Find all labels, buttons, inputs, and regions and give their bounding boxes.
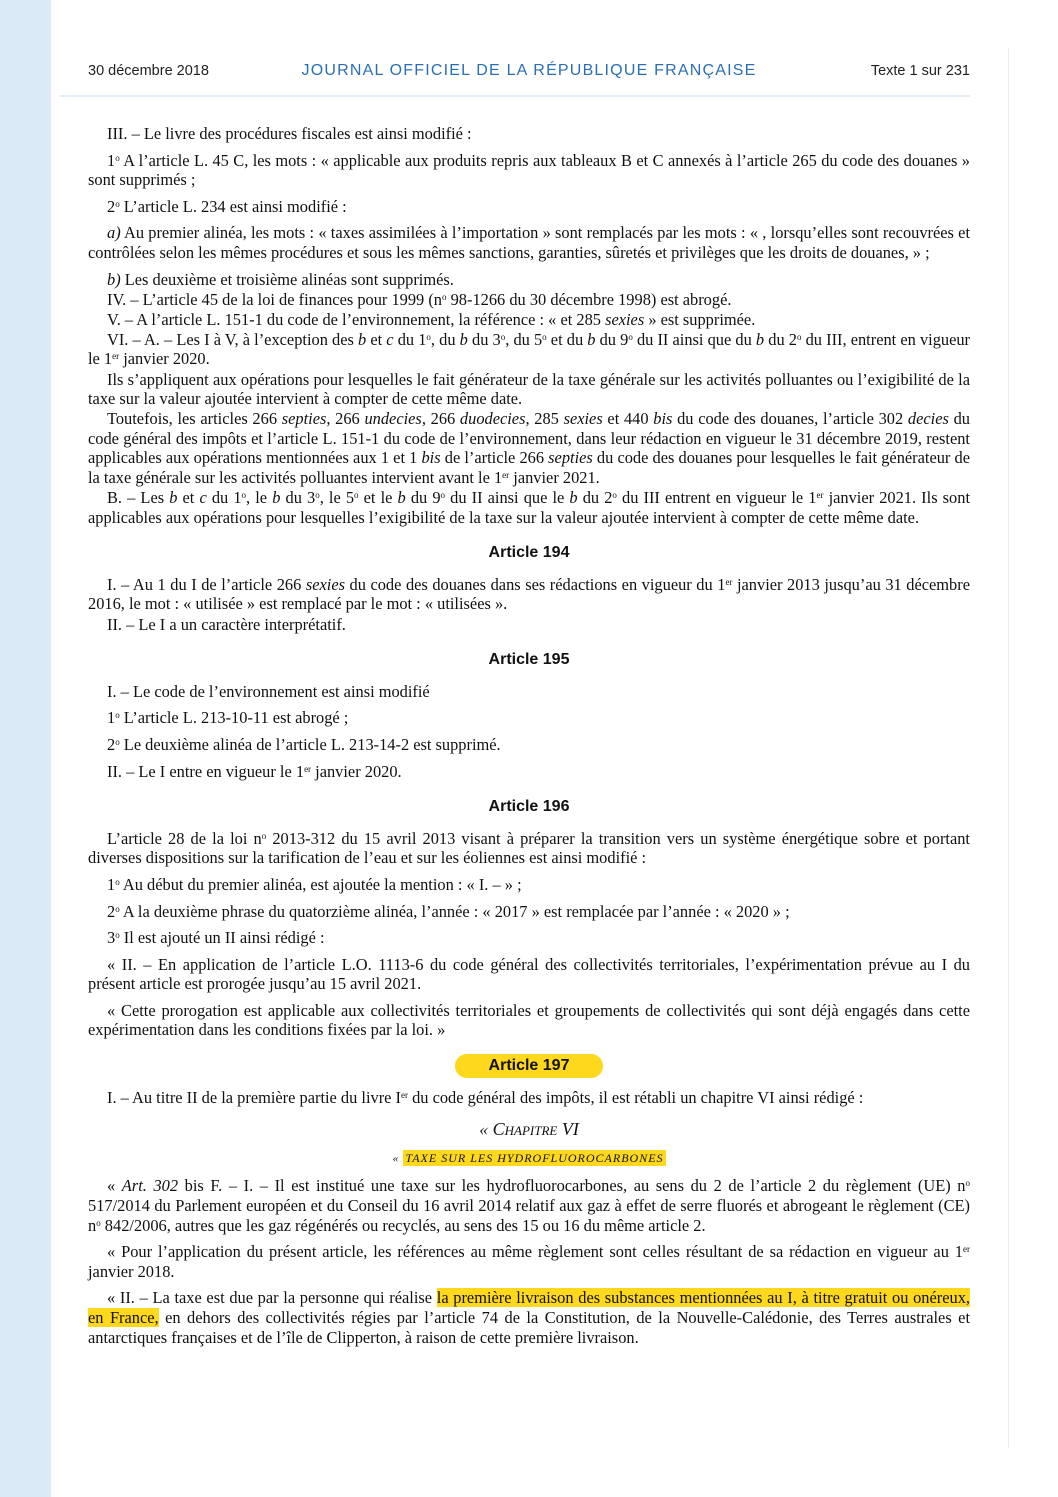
paragraph: 2$^o$ A la deuxième phrase du quatorzième alinéa, l’année : « 2017 » est remplacée par l’année : « 2020 » ; xyxy=(107,901,790,921)
paragraph: Ils s’appliquent aux opérations pour lesquelles le fait générateur de la taxe générale sur les activités polluantes ou l’exigibilité de la taxe sur la valeur ajoutée intervient à compter de cette même date. xyxy=(88,369,970,409)
paragraph: 2$^o$ L’article L. 234 est ainsi modifié : xyxy=(107,196,347,216)
paragraph: Toutefois, les articles 266 septies, 266 undecies, 266 duodecies, 285 sexies et 440 bis du code des douanes, l’article 302 decies du code général des impôts et l’article L. 151-1 du code de l’environnement, dans leur rédaction en vigueur le 31 décembre 2019, restent applicables aux opérations mentionnées aux 1 et 1 bis de l’article 266 septies du code des douanes pour lesquelles le fait générateur de la taxe générale sur les activités polluantes intervient avant le 1er janvier 2021. xyxy=(88,409,970,487)
paragraph: « II. – En application de l’article L.O. 1113-6 du code général des collectivités territoriales, l’expérimentation prévue au I du présent article est prorogée jusqu’au 15 avril 2021. xyxy=(88,954,970,994)
page-header xyxy=(88,62,970,84)
paragraph: « II. – La taxe est due par la personne qui réalise la première livraison des substances mentionnées au I, à titre gratuit ou onéreux, en France, en dehors des collectivités régies par l’article 74 de la Constitution, de la Nouvelle-Calédonie, des Terres australes et antarctiques françaises et de l’île de Clipperton, à raison de cette première livraison. xyxy=(88,1288,971,1347)
highlighted-text: la première livraison des substances mentionnées au I, à titre gratuit ou onéreux, en France, xyxy=(88,1288,970,1327)
paragraph: 3$^o$ Il est ajouté un II ainsi rédigé : xyxy=(107,928,325,948)
paragraph: IV. – L’article 45 de la loi de finances pour 1999 ($n^o$ 98-1266 du 30 décembre 1998) est abrogé. xyxy=(107,289,732,309)
paragraph: II. – Le I a un caractère interprétatif. xyxy=(107,614,346,634)
paragraph: VI. – A. – Les I à V, à l’exception des b et c du 1$^o$, du b du 3$^o$, du 5$^o$ et du b du 9$^o$ du II ainsi que du b du 2$^o$ du III, entrent en vigueur le 1er janvier 2020. xyxy=(88,329,971,369)
document-body xyxy=(88,124,970,1348)
paragraph: I. – Au titre II de la première partie du livre Ier du code général des impôts, il est rétabli un chapitre VI ainsi rédigé : xyxy=(107,1087,864,1107)
article-196-title: Article 196 xyxy=(488,798,570,816)
paragraph: 2$^o$ Le deuxième alinéa de l’article L. 213-14-2 est supprimé. xyxy=(107,734,501,754)
article-194-title: Article 194 xyxy=(488,544,570,562)
paragraph: « Cette prorogation est applicable aux collectivités territoriales et groupements de collectivités qui sont déjà engagés dans cette expérimentation dans les conditions fixées par la loi. » xyxy=(88,1000,970,1040)
paragraph: 1$^o$ Au début du premier alinéa, est ajoutée la mention : « I. – » ; xyxy=(107,874,522,894)
header-divider xyxy=(60,95,970,97)
paragraph: I. – Le code de l’environnement est ainsi modifié xyxy=(107,681,430,701)
paragraph: L’article 28 de la loi $n^o$ 2013-312 du 15 avril 2013 visant à préparer la transition vers un système énergétique sobre et portant diverses dispositions sur la tarification de l’eau et sur les éoliennes est ainsi modifié : xyxy=(88,828,970,868)
article-195-title: Article 195 xyxy=(488,651,570,669)
left-margin-band xyxy=(0,0,51,1497)
paragraph: 1$^o$ L’article L. 213-10-11 est abrogé ; xyxy=(107,708,349,728)
paragraph: a) Au premier alinéa, les mots : « taxes assimilées à l’importation » sont remplacés par les mots : « , lorsqu’elles sont recouvrées et contrôlées selon les mêmes procédures et sous les mêmes sanctions, garanties, sûretés et privilèges que les droits de douanes, » ; xyxy=(88,223,970,262)
paragraph: 1$^o$ A l’article L. 45 C, les mots : « applicable aux produits repris aux tableaux B et C annexés à l’article 265 du code des douanes » sont supprimés ; xyxy=(88,150,970,190)
journal-title: JOURNAL OFFICIEL DE LA RÉPUBLIQUE FRANÇAISE xyxy=(301,62,757,79)
paragraph: III. – Le livre des procédures fiscales est ainsi modifié : xyxy=(107,124,472,143)
paragraph: V. – A l’article L. 151-1 du code de l’environnement, la référence : « et 285 sexies » est supprimée. xyxy=(107,309,756,329)
paragraph: « Art. 302 bis F. – I. – Il est institué une taxe sur les hydrofluorocarbones, au sens du 2 de l’article 2 du règlement (UE) $n^o$ 517/2014 du Parlement européen et du Conseil du 16 avril 2014 relatif aux gaz à effet de serre fluorés et abrogeant le règlement (CE) $n^o$ 842/2006, autres que les gaz régénérés ou recyclés, au sens des 15 ou 16 du même article 2. xyxy=(88,1176,970,1235)
chapter-heading: « Chapitre VI xyxy=(479,1119,579,1140)
article-197-title xyxy=(88,1054,970,1078)
highlighted-article-title: Article 197 xyxy=(455,1054,604,1078)
paragraph: II. – Le I entre en vigueur le 1er janvier 2020. xyxy=(107,761,402,781)
paragraph: B. – Les b et c du 1$^o$, le b du 3$^o$, le 5$^o$ et le b du 9$^o$ du II ainsi que le b du 2$^o$ du III entrent en vigueur le 1er janvier 2021. Ils sont applicables aux opérations pour lesquelles l’exigibilité de la taxe sur la valeur ajoutée intervient à compter de cette même date. xyxy=(88,488,971,527)
paragraph: I. – Au 1 du I de l’article 266 sexies du code des douanes dans ses rédactions en vigueur du 1er janvier 2013 jusqu’au 31 décembre 2016, le mot : « utilisée » est remplacé par le mot : « utilisées ». xyxy=(88,574,970,614)
highlighted-section-title: TAXE SUR LES HYDROFLUOROCARBONES xyxy=(405,1150,664,1165)
page-edge xyxy=(1008,48,1009,1448)
paragraph: « Pour l’application du présent article, les références au même règlement sont celles résultant de sa rédaction en vigueur au 1er janvier 2018. xyxy=(88,1242,970,1281)
paragraph: b) Les deuxième et troisième alinéas sont supprimés. xyxy=(107,269,454,289)
header-date: 30 décembre 2018 xyxy=(88,63,209,79)
header-page-ref: Texte 1 sur 231 xyxy=(870,63,970,79)
section-heading: « TAXE SUR LES HYDROFLUOROCARBONES xyxy=(392,1150,664,1165)
